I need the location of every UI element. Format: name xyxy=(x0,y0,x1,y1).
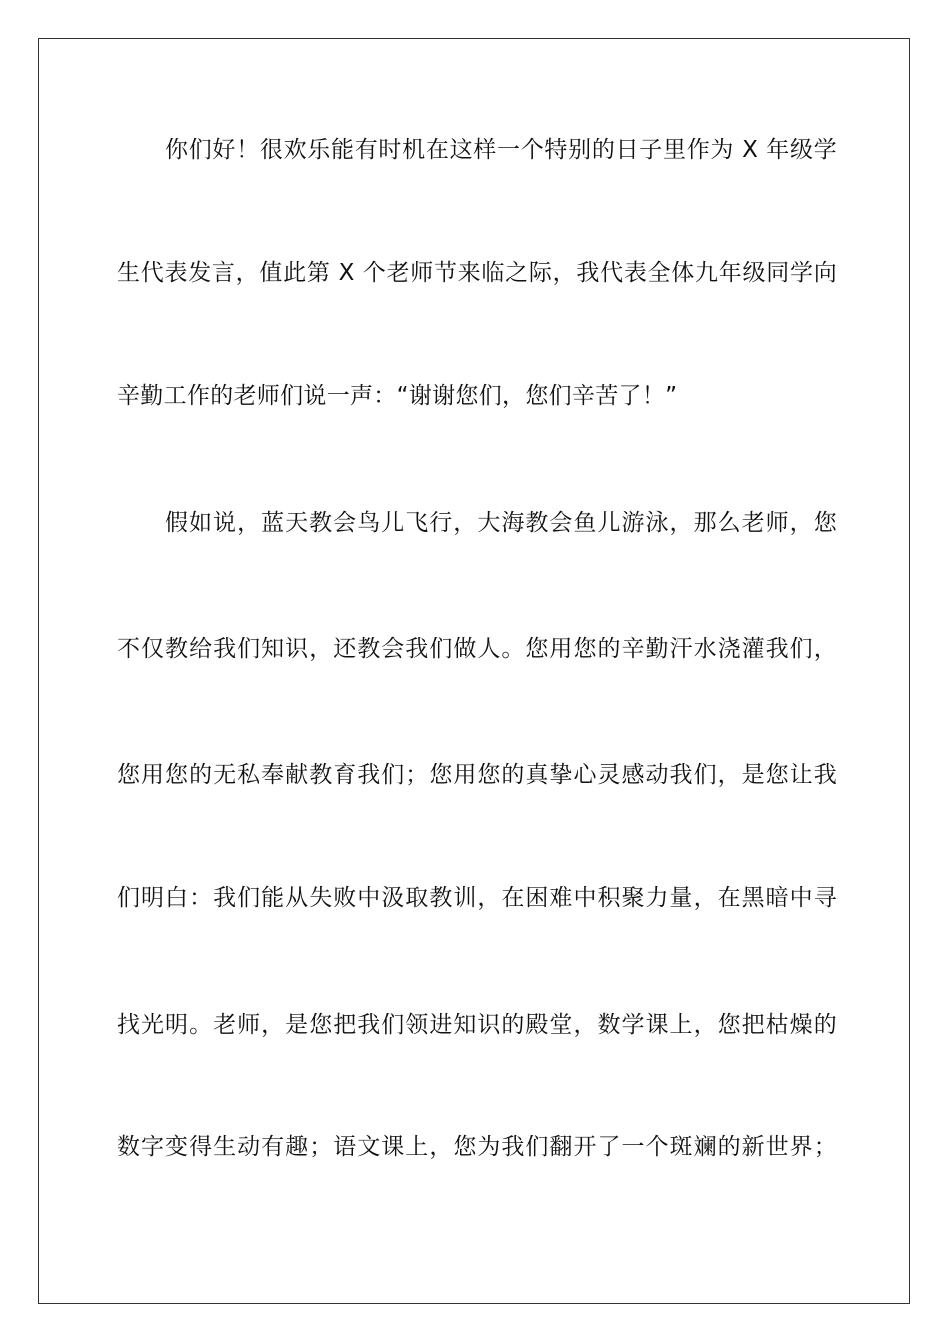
page-border xyxy=(38,38,910,1304)
paragraph-2-line-1: 假如说，蓝天教会鸟儿飞行，大海教会鱼儿游泳，那么老师，您 xyxy=(165,510,837,536)
paragraph-1-line-1: 你们好！很欢乐能有时机在这样一个特别的日子里作为 X 年级学 xyxy=(165,137,837,163)
paragraph-2-line-5: 找光明。老师，是您把我们领进知识的殿堂，数学课上，您把枯燥的 xyxy=(117,1012,837,1038)
paragraph-2-line-4: 们明白：我们能从失败中汲取教训，在困难中积聚力量，在黑暗中寻 xyxy=(117,885,837,911)
paragraph-2-line-6: 数字变得生动有趣；语文课上，您为我们翻开了一个斑斓的新世界； xyxy=(117,1134,837,1160)
paragraph-1-line-3: 辛勤工作的老师们说一声：“谢谢您们，您们辛苦了！” xyxy=(117,383,678,409)
paragraph-2-line-2: 不仅教给我们知识，还教会我们做人。您用您的辛勤汗水浇灌我们， xyxy=(117,636,837,662)
paragraph-1-line-2: 生代表发言，值此第 X 个老师节来临之际，我代表全体九年级同学向 xyxy=(117,260,837,286)
paragraph-2-line-3: 您用您的无私奉献教育我们；您用您的真挚心灵感动我们，是您让我 xyxy=(117,762,837,788)
